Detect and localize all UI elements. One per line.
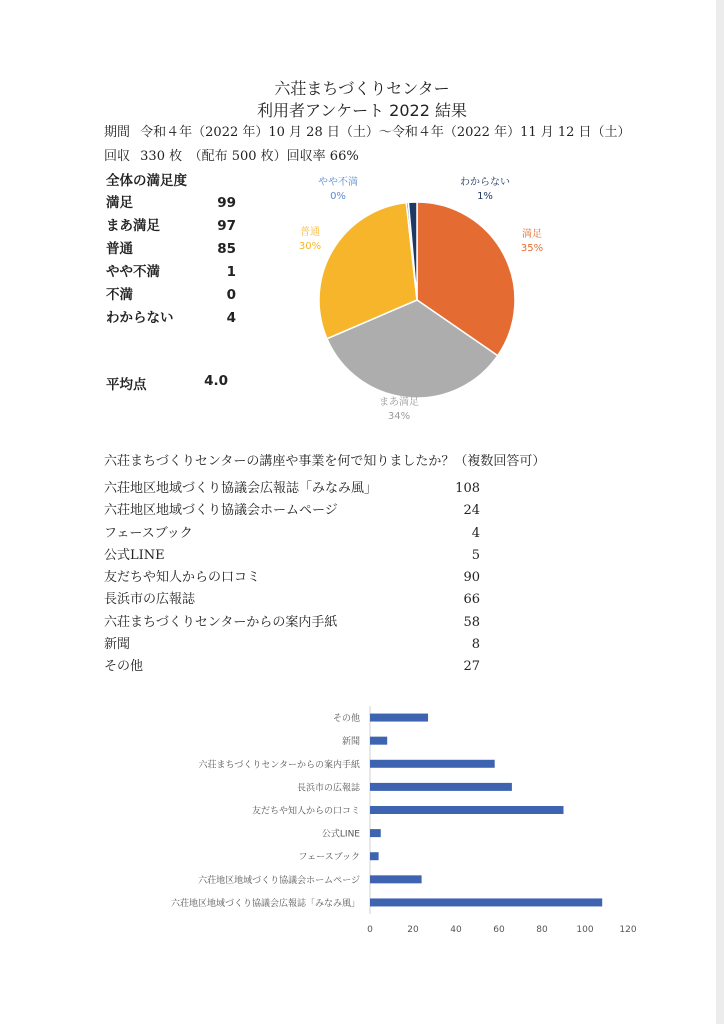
satisfaction-pie-chart xyxy=(250,170,584,426)
x-tick-label: 60 xyxy=(493,925,505,935)
bar xyxy=(370,783,512,791)
bar xyxy=(370,829,381,837)
survey-period xyxy=(104,121,637,140)
source-list xyxy=(104,478,480,679)
x-tick-label: 80 xyxy=(536,925,548,935)
bar xyxy=(370,714,428,722)
row-value: 85 xyxy=(217,241,236,257)
source-row xyxy=(104,567,480,589)
row-label: まあ満足 xyxy=(106,218,160,234)
row-label: 普通 xyxy=(106,241,133,257)
pie-label-text: やや不満 xyxy=(318,177,358,188)
period-value: 令和４年（2022 年）10 月 28 日（土）～令和４年（2022 年）11 月 12 日（土） xyxy=(140,125,631,140)
bar xyxy=(370,737,387,745)
x-tick-label: 40 xyxy=(450,925,462,935)
source-count: 58 xyxy=(463,614,480,630)
pie-label-unknown xyxy=(452,176,518,204)
source-count: 24 xyxy=(463,503,480,519)
collection-info xyxy=(104,145,365,164)
row-label: やや不満 xyxy=(106,264,160,280)
average-score xyxy=(106,373,228,393)
row-value: 4 xyxy=(226,310,236,326)
pie-label-somewhat-satisfied xyxy=(364,396,434,424)
row-label: 満足 xyxy=(106,195,133,211)
satisfaction-row xyxy=(106,192,236,215)
bar-category-label: 長浜市の広報誌 xyxy=(296,783,360,794)
source-label: その他 xyxy=(104,659,144,675)
x-tick-label: 0 xyxy=(367,925,373,935)
source-row xyxy=(104,589,480,611)
source-count: 108 xyxy=(455,481,480,496)
source-label: 長浜市の広報誌 xyxy=(104,592,196,608)
x-tick-label: 100 xyxy=(576,925,594,935)
source-count: 66 xyxy=(463,592,480,608)
row-label: わからない xyxy=(106,310,174,326)
satisfaction-row xyxy=(106,261,236,284)
pie-label-percent: 35% xyxy=(520,243,544,254)
pie-label-text: 普通 xyxy=(300,227,320,238)
source-bar-chart xyxy=(120,696,650,946)
source-row xyxy=(104,612,480,634)
document-subtitle: 利用者アンケート 2022 結果 xyxy=(257,101,467,120)
bar xyxy=(370,852,379,860)
satisfaction-row xyxy=(106,284,236,307)
pie-label-neutral xyxy=(288,226,332,254)
x-tick-label: 120 xyxy=(619,925,637,935)
source-count: 27 xyxy=(463,659,480,675)
pie-label-satisfied xyxy=(512,228,552,256)
bar xyxy=(370,760,495,768)
bar-chart-svg xyxy=(120,696,650,946)
satisfaction-row xyxy=(106,238,236,261)
source-label: 友だちや知人からの口コミ xyxy=(104,570,261,586)
page-edge xyxy=(716,0,724,1024)
source-label: 六荘まちづくりセンターからの案内手紙 xyxy=(104,614,338,630)
pie-label-percent: 34% xyxy=(387,411,411,422)
source-row xyxy=(104,500,480,522)
source-row xyxy=(104,478,480,500)
bar-category-label: 友だちや知人からの口コミ xyxy=(251,806,360,817)
pie-chart-svg xyxy=(250,170,584,426)
bar-category-label: その他 xyxy=(332,714,360,725)
bar-category-label: 六荘まちづくりセンターからの案内手紙 xyxy=(198,760,360,771)
bar xyxy=(370,875,422,883)
row-value: 1 xyxy=(226,264,236,280)
collection-value: 330 枚 （配布 500 枚）回収率 66% xyxy=(140,149,359,164)
pie-label-percent: 0% xyxy=(330,191,346,202)
average-label: 平均点 xyxy=(106,377,147,393)
source-row xyxy=(104,634,480,656)
bar-category-label: 六荘地区地域づくり協議会ホームページ xyxy=(198,875,360,886)
average-value: 4.0 xyxy=(204,373,228,389)
bar-category-label: 六荘地区地域づくり協議会広報誌「みなみ風」 xyxy=(170,898,360,909)
bar-category-label: 公式LINE xyxy=(321,829,360,840)
row-value: 97 xyxy=(217,218,236,234)
source-count: 5 xyxy=(471,547,480,563)
pie-label-text: 満足 xyxy=(522,229,542,240)
pie-label-percent: 1% xyxy=(477,191,493,202)
source-question: 六荘まちづくりセンターの講座や事業を何で知りましたか？（複数回答可） xyxy=(104,454,546,469)
pie-label-percent: 30% xyxy=(298,241,322,252)
period-label: 期間 xyxy=(104,125,131,140)
pie-label-slightly-dissatisfied xyxy=(308,176,368,204)
source-label: 新聞 xyxy=(104,637,131,653)
bar-category-label: 新聞 xyxy=(341,737,360,748)
bar-category-label: フェースブック xyxy=(298,852,360,863)
row-value: 99 xyxy=(217,195,236,211)
pie-label-text: まあ満足 xyxy=(379,397,419,408)
satisfaction-header: 全体の満足度 xyxy=(106,173,187,189)
source-row xyxy=(104,545,480,567)
source-row xyxy=(104,656,480,678)
satisfaction-row xyxy=(106,307,236,330)
source-label: 六荘地区地域づくり協議会ホームページ xyxy=(104,503,338,519)
satisfaction-table xyxy=(106,170,236,393)
x-tick-label: 20 xyxy=(407,925,419,935)
source-row xyxy=(104,523,480,545)
row-label: 不満 xyxy=(106,287,133,303)
source-label: フェースブック xyxy=(104,525,193,541)
row-value: 0 xyxy=(226,287,236,303)
satisfaction-row xyxy=(106,215,236,238)
source-count: 90 xyxy=(463,570,480,586)
pie-label-text: わからない xyxy=(460,177,510,188)
document-title: 六荘まちづくりセンター xyxy=(274,79,450,98)
bar xyxy=(370,898,602,906)
bar xyxy=(370,806,564,814)
source-label: 公式LINE xyxy=(104,547,165,563)
source-label: 六荘地区地域づくり協議会広報誌「みなみ風」 xyxy=(104,481,378,496)
source-count: 8 xyxy=(471,637,480,653)
collection-label: 回収 xyxy=(104,149,131,164)
source-count: 4 xyxy=(471,525,480,541)
